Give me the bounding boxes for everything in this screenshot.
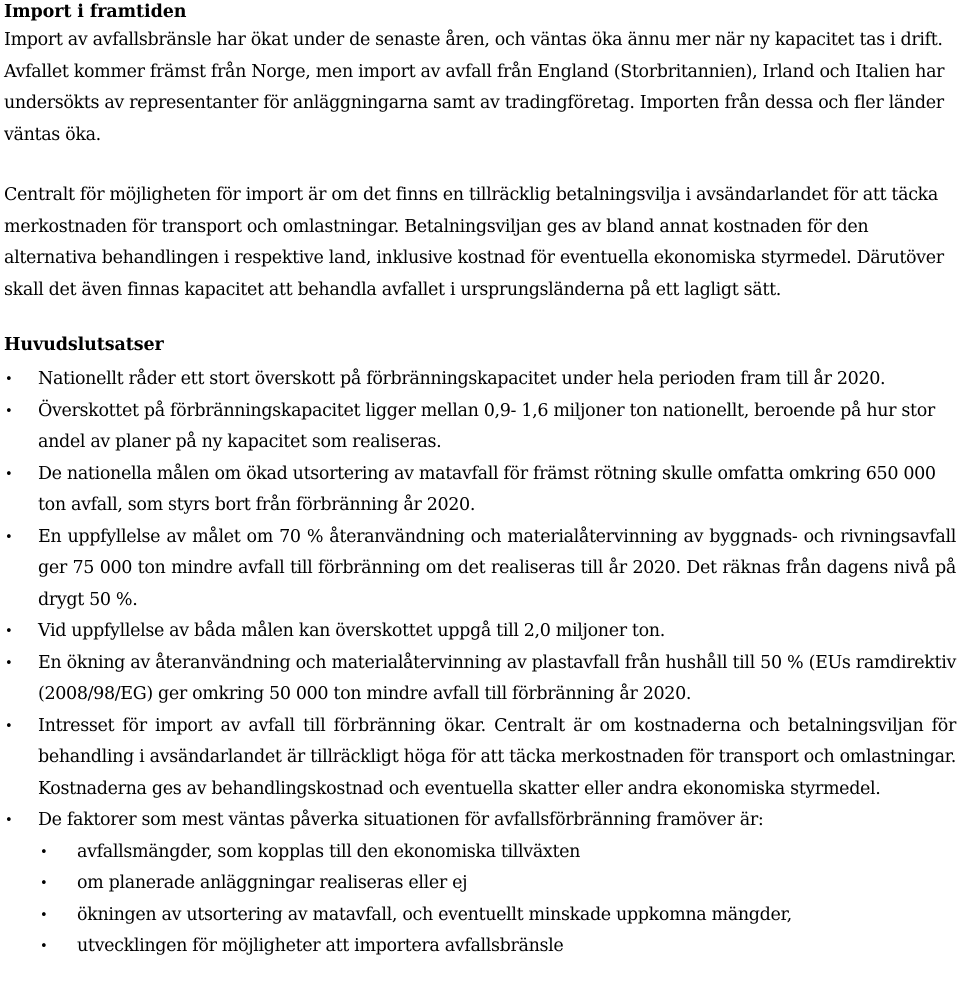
bullet-icon: •	[5, 813, 13, 828]
section-heading-conclusions: Huvudslutsatser	[4, 335, 164, 355]
list-item-text: De faktorer som mest väntas påverka situationen för avfallsförbränning framöver är:	[38, 810, 764, 830]
section-heading-import: Import i framtiden	[4, 2, 187, 22]
list-item-text: En uppfyllelse av målet om 70 % återanvändning och materialåtervinning av byggnads- och rivningsavfall ger 75 000 ton mindre avfall till förbränning om det realiseras till år 2020. Det räknas från dagens nivå på drygt 50 %.	[38, 526, 956, 610]
list-item-text: De nationella målen om ökad utsortering av matavfall för främst rötning skulle omfatta omkring 650 000 ton avfall, som styrs bort från förbränning år 2020.	[38, 463, 936, 515]
paragraph-import-payment: Centralt för möjligheten för import är om det finns en tillräcklig betalningsvilja i avsändarlandet för att täcka merkostnaden för transport och omlastningar. Betalningsviljan ges av bland annat kostnaden för den alternativa behandlingen i respektive land, inklusive kostnad för eventuella ekonomiska styrmedel. Därutöver skall det även finnas kapacitet att behandla avfallet i ursprungsländerna på ett lagligt sätt.	[4, 185, 944, 300]
sublist-item	[4, 837, 956, 869]
sublist-item	[4, 868, 956, 900]
list-item-text: En ökning av återanvändning och materialåtervinning av plastavfall från hushåll till 50 % (EUs ramdirektiv (2008/98/EG) ger omkring 50 000 ton mindre avfall till förbränning år 2020.	[38, 652, 956, 704]
list-item	[4, 711, 956, 806]
list-item	[4, 805, 956, 837]
list-item	[4, 364, 956, 396]
bullet-icon: •	[5, 529, 13, 545]
sublist-item-text: avfallsmängder, som kopplas till den ekonomiska tillväxten	[77, 841, 581, 862]
sublist-item-text: utvecklingen för möjligheter att importera avfallsbränsle	[77, 936, 564, 956]
list-item	[4, 459, 956, 522]
bullet-icon: •	[5, 718, 13, 734]
list-item	[4, 648, 956, 711]
bullet-icon: •	[40, 907, 48, 923]
list-item-text: Överskottet på förbränningskapacitet ligger mellan 0,9- 1,6 miljoner ton nationellt, beroende på hur stor andel av planer på ny kapacitet som realiseras.	[38, 400, 935, 452]
list-item	[4, 616, 956, 648]
sublist-item-text: om planerade anläggningar realiseras eller ej	[77, 873, 468, 893]
bullet-icon: •	[40, 939, 48, 954]
sublist-item-text: ökningen av utsortering av matavfall, och eventuellt minskade uppkomna mängder,	[77, 904, 792, 925]
list-item	[4, 522, 956, 617]
list-item-text: Nationellt råder ett stort överskott på förbränningskapacitet under hela perioden fram till år 2020.	[38, 369, 886, 389]
conclusions-list	[4, 364, 956, 837]
paragraph-import-intro: Import av avfallsbränsle har ökat under de senaste åren, och väntas öka ännu mer när ny kapacitet tas i drift. Avfallet kommer främst från Norge, men import av avfall från England (Storbritannien), Irland och Italien har undersökts av representanter för anläggningarna samt av tradingföretag. Importen från dessa och fler länder väntas öka.	[4, 30, 945, 145]
bullet-icon: •	[5, 466, 13, 482]
sublist-item	[4, 931, 956, 963]
bullet-icon: •	[5, 403, 13, 419]
bullet-icon: •	[5, 624, 13, 639]
bullet-icon: •	[5, 655, 13, 671]
bullet-icon: •	[5, 372, 13, 387]
list-item-text: Intresset för import av avfall till förbränning ökar. Centralt är om kostnaderna och betalningsviljan för behandling i avsändarlandet är tillräckligt höga för att täcka merkostnaden för transport och omlastningar. Kostnaderna ges av behandlingskostnad och eventuella skatter eller andra ekonomiska styrmedel.	[38, 715, 956, 799]
sublist-item	[4, 900, 956, 932]
list-item	[4, 396, 956, 459]
bullet-icon: •	[40, 844, 48, 860]
bullet-icon: •	[40, 876, 48, 891]
factors-sublist	[4, 837, 956, 963]
list-item-text: Vid uppfyllelse av båda målen kan överskottet uppgå till 2,0 miljoner ton.	[38, 621, 665, 641]
